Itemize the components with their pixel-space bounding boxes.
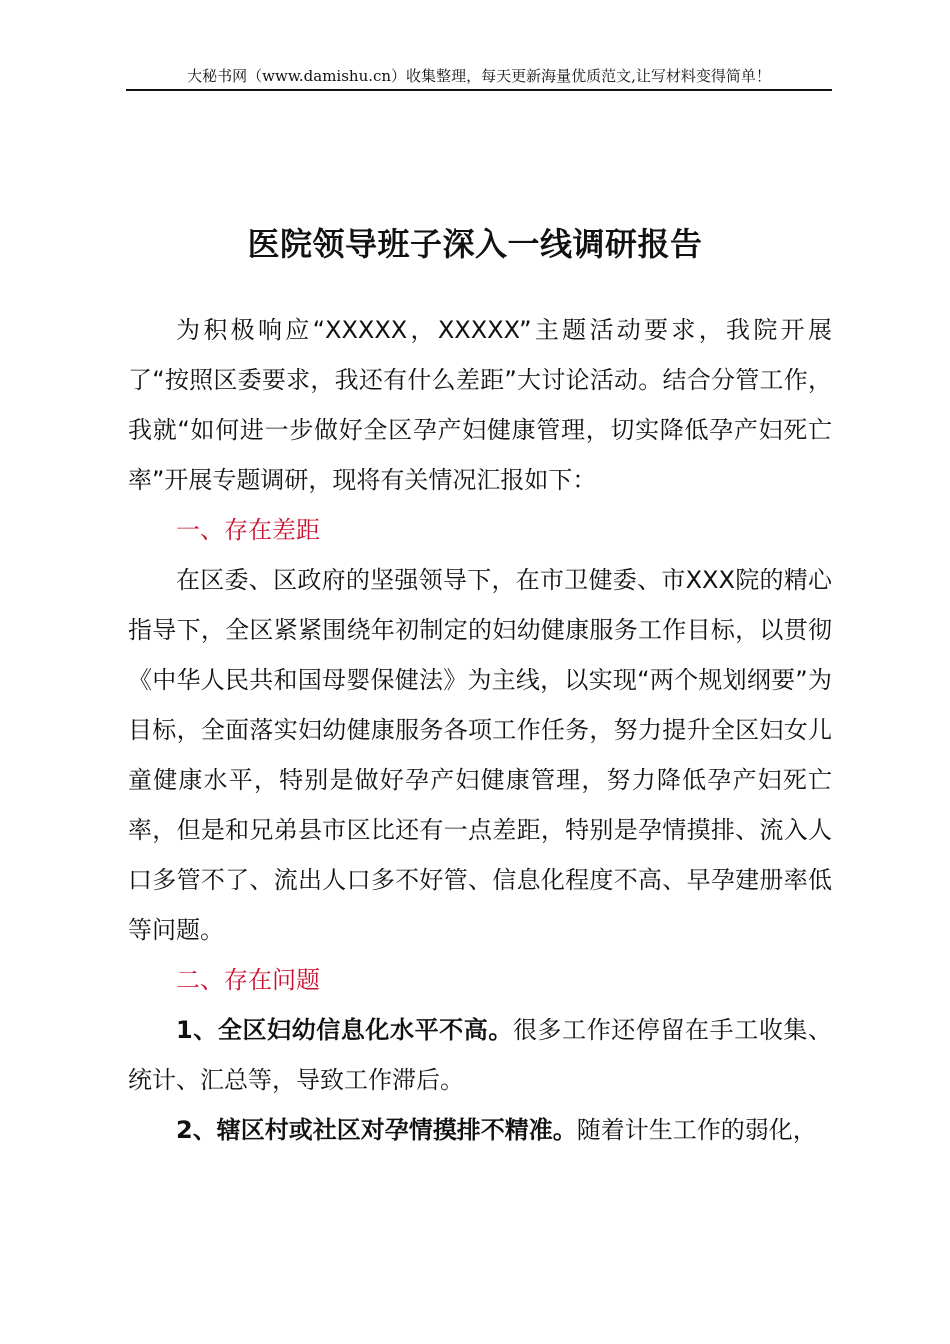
document-body	[128, 305, 832, 1155]
problem-item-lead: 2、辖区村或社区对孕情摸排不精准。	[176, 1116, 577, 1144]
site-header-banner: 大秘书网（www.damishu.cn）收集整理，每天更新海量优质范文,让写材料变得简单！	[187, 67, 771, 85]
header-divider	[126, 89, 832, 91]
problem-item	[128, 1105, 832, 1155]
problem-item-text: 随着计生工作的弱化，	[576, 1116, 817, 1144]
section-paragraph-gap: 在区委、区政府的坚强领导下，在市卫健委、市XXX院的精心指导下，全区紧紧围绕年初制定的妇幼健康服务工作目标，以贯彻《中华人民共和国母婴保健法》为主线，以实现“两个规划纲要”为目标，全面落实妇幼健康服务各项工作任务，努力提升全区妇女儿童健康水平，特别是做好孕产妇健康管理，努力降低孕产妇死亡率，但是和兄弟县市区比还有一点差距，特别是孕情摸排、流入人口多管不了、流出人口多不好管、信息化程度不高、早孕建册率低等问题。	[128, 566, 832, 944]
document-title: 医院领导班子深入一线调研报告	[247, 225, 703, 263]
section-heading-problems: 二、存在问题	[176, 966, 320, 994]
problem-item-lead: 1、全区妇幼信息化水平不高。	[176, 1016, 513, 1044]
problem-item	[128, 1005, 832, 1105]
problem-item-text: 很多工作还停留在手工收集、统计、汇总等，导致工作滞后。	[128, 1016, 832, 1094]
section-heading-gap: 一、存在差距	[176, 516, 320, 544]
intro-paragraph: 为积极响应“XXXXX，XXXXX”主题活动要求，我院开展了“按照区委要求，我还有什么差距”大讨论活动。结合分管工作，我就“如何进一步做好全区孕产妇健康管理，切实降低孕产妇死亡率”开展专题调研，现将有关情况汇报如下：	[128, 316, 832, 494]
